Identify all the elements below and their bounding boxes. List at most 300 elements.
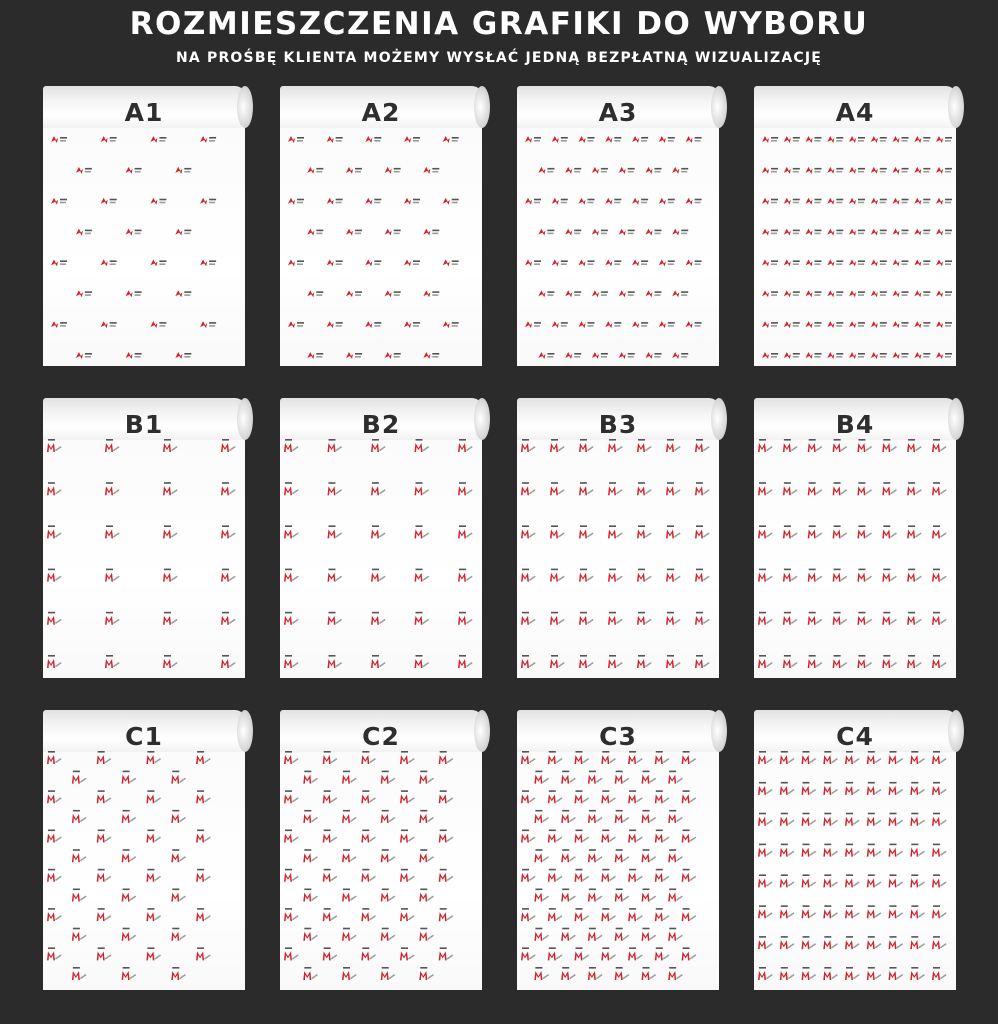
logo-icon — [833, 569, 848, 582]
logo-icon — [371, 612, 386, 625]
logo-icon — [146, 751, 161, 764]
logo-icon — [534, 849, 549, 862]
logo-icon — [521, 947, 536, 960]
logo-icon — [163, 482, 178, 495]
logo-icon — [327, 198, 343, 205]
logo-icon — [823, 751, 838, 764]
logo-icon — [126, 352, 142, 359]
logo-icon — [893, 136, 909, 143]
logo-icon — [365, 259, 381, 266]
logo-icon — [783, 569, 798, 582]
logo-icon — [150, 198, 166, 205]
logo-icon — [932, 482, 947, 495]
logo-icon — [827, 259, 843, 266]
logo-icon — [668, 849, 683, 862]
logo-icon — [686, 136, 702, 143]
logo-icon — [200, 136, 216, 143]
logo-icon — [97, 869, 112, 882]
logo-icon — [122, 810, 137, 823]
option-label: A3 — [598, 98, 638, 127]
logo-icon — [833, 439, 848, 452]
logo-icon — [361, 830, 376, 843]
logo-icon — [419, 849, 434, 862]
logo-icon — [47, 869, 62, 882]
logo-icon — [932, 874, 947, 887]
logo-icon — [415, 439, 430, 452]
logo-icon — [833, 612, 848, 625]
roll-option-a4 — [754, 86, 956, 366]
logo-icon — [668, 771, 683, 784]
logo-icon — [346, 167, 362, 174]
logo-icon — [914, 167, 930, 174]
logo-icon — [371, 482, 386, 495]
logo-icon — [579, 259, 595, 266]
logo-icon — [914, 290, 930, 297]
logo-icon — [889, 782, 904, 795]
roll-option-a3 — [517, 86, 719, 366]
logo-icon — [538, 167, 554, 174]
logo-icon — [827, 290, 843, 297]
logo-icon — [284, 612, 299, 625]
logo-icon — [175, 352, 191, 359]
logo-icon — [419, 810, 434, 823]
logo-icon — [47, 908, 62, 921]
logo-icon — [105, 525, 120, 538]
logo-icon — [303, 967, 318, 980]
logo-icon — [806, 136, 822, 143]
logo-icon — [439, 751, 454, 764]
logo-icon — [857, 525, 872, 538]
logo-icon — [561, 849, 576, 862]
logo-icon — [47, 569, 62, 582]
logo-icon — [385, 352, 401, 359]
logo-icon — [101, 198, 117, 205]
logo-icon — [615, 810, 630, 823]
logo-icon — [534, 771, 549, 784]
logo-icon — [548, 830, 563, 843]
logo-icon — [668, 810, 683, 823]
logo-icon — [381, 967, 396, 980]
logo-icon — [655, 947, 670, 960]
logo-icon — [361, 908, 376, 921]
logo-icon — [288, 198, 304, 205]
logo-icon — [849, 352, 865, 359]
logo-icon — [284, 751, 299, 764]
logo-icon — [575, 947, 590, 960]
logo-icon — [783, 439, 798, 452]
logo-icon — [561, 928, 576, 941]
logo-icon — [666, 569, 681, 582]
logo-icon — [845, 936, 860, 949]
logo-icon — [780, 936, 795, 949]
logo-icon — [415, 525, 430, 538]
logo-icon — [443, 259, 459, 266]
option-label: C2 — [362, 722, 400, 751]
logo-icon — [126, 229, 142, 236]
logo-icon — [47, 947, 62, 960]
logo-icon — [762, 198, 778, 205]
logo-icon — [592, 229, 608, 236]
logo-icon — [682, 908, 697, 921]
logo-icon — [196, 830, 211, 843]
logo-icon — [443, 136, 459, 143]
logo-icon — [122, 967, 137, 980]
logo-icon — [889, 905, 904, 918]
logo-icon — [672, 352, 688, 359]
logo-icon — [780, 751, 795, 764]
logo-icon — [808, 612, 823, 625]
logo-icon — [601, 790, 616, 803]
logo-icon — [914, 136, 930, 143]
logo-icon — [548, 947, 563, 960]
logo-icon — [615, 967, 630, 980]
logo-icon — [521, 612, 536, 625]
logo-icon — [806, 198, 822, 205]
logo-icon — [47, 439, 62, 452]
logo-icon — [806, 259, 822, 266]
logo-icon — [548, 869, 563, 882]
logo-icon — [615, 849, 630, 862]
logo-icon — [327, 321, 343, 328]
logo-icon — [849, 167, 865, 174]
logo-icon — [784, 167, 800, 174]
logo-icon — [552, 136, 568, 143]
logo-icon — [695, 439, 710, 452]
logo-icon — [871, 198, 887, 205]
logo-icon — [845, 782, 860, 795]
logo-icon — [521, 482, 536, 495]
logo-icon — [871, 229, 887, 236]
logo-icon — [371, 569, 386, 582]
option-label: C3 — [599, 722, 637, 751]
logo-icon — [385, 290, 401, 297]
logo-icon — [439, 869, 454, 882]
roll-option-b2 — [280, 398, 482, 678]
logo-icon — [936, 198, 952, 205]
logo-icon — [668, 928, 683, 941]
logo-icon — [327, 136, 343, 143]
logo-icon — [762, 167, 778, 174]
logo-icon — [932, 905, 947, 918]
logo-icon — [783, 525, 798, 538]
logo-icon — [823, 905, 838, 918]
logo-icon — [97, 790, 112, 803]
logo-icon — [47, 612, 62, 625]
logo-icon — [565, 229, 581, 236]
logo-icon — [534, 928, 549, 941]
logo-icon — [637, 612, 652, 625]
option-label: A4 — [835, 98, 875, 127]
logo-icon — [893, 167, 909, 174]
logo-icon — [521, 751, 536, 764]
logo-icon — [845, 813, 860, 826]
logo-icon — [608, 482, 623, 495]
logo-icon — [400, 830, 415, 843]
logo-icon — [521, 569, 536, 582]
logo-icon — [784, 352, 800, 359]
logo-icon — [808, 655, 823, 668]
logo-icon — [592, 167, 608, 174]
logo-pattern — [517, 710, 719, 990]
logo-icon — [910, 936, 925, 949]
roll-option-c1 — [43, 710, 245, 990]
logo-icon — [565, 167, 581, 174]
logo-icon — [175, 167, 191, 174]
logo-icon — [889, 874, 904, 887]
logo-icon — [882, 569, 897, 582]
logo-icon — [146, 908, 161, 921]
logo-icon — [400, 790, 415, 803]
logo-icon — [637, 482, 652, 495]
logo-icon — [521, 655, 536, 668]
logo-icon — [575, 790, 590, 803]
logo-icon — [51, 321, 67, 328]
roll-option-c4 — [754, 710, 956, 990]
option-label: B1 — [124, 410, 164, 439]
logo-icon — [97, 908, 112, 921]
logo-icon — [780, 905, 795, 918]
logo-icon — [932, 813, 947, 826]
logo-icon — [695, 482, 710, 495]
logo-icon — [619, 229, 635, 236]
logo-icon — [175, 290, 191, 297]
logo-icon — [655, 751, 670, 764]
logo-icon — [893, 229, 909, 236]
logo-icon — [404, 136, 420, 143]
logo-icon — [695, 525, 710, 538]
logo-icon — [808, 439, 823, 452]
logo-icon — [802, 782, 817, 795]
logo-icon — [284, 655, 299, 668]
logo-icon — [893, 198, 909, 205]
logo-icon — [404, 198, 420, 205]
logo-icon — [783, 482, 798, 495]
logo-icon — [808, 569, 823, 582]
logo-icon — [443, 321, 459, 328]
logo-icon — [889, 936, 904, 949]
logo-icon — [385, 167, 401, 174]
logo-icon — [579, 136, 595, 143]
logo-icon — [47, 655, 62, 668]
logo-icon — [171, 771, 186, 784]
logo-icon — [72, 771, 87, 784]
logo-icon — [439, 947, 454, 960]
logo-icon — [646, 229, 662, 236]
logo-icon — [910, 967, 925, 980]
logo-icon — [47, 790, 62, 803]
logo-icon — [328, 482, 343, 495]
logo-icon — [605, 136, 621, 143]
logo-icon — [381, 928, 396, 941]
logo-icon — [146, 869, 161, 882]
logo-icon — [552, 198, 568, 205]
logo-pattern — [517, 398, 719, 678]
logo-icon — [105, 482, 120, 495]
logo-icon — [632, 259, 648, 266]
logo-icon — [284, 908, 299, 921]
logo-icon — [871, 136, 887, 143]
logo-icon — [784, 259, 800, 266]
logo-icon — [637, 525, 652, 538]
logo-icon — [682, 751, 697, 764]
logo-icon — [605, 321, 621, 328]
logo-icon — [525, 136, 541, 143]
logo-icon — [867, 844, 882, 857]
logo-icon — [758, 936, 773, 949]
logo-icon — [666, 439, 681, 452]
logo-icon — [51, 198, 67, 205]
logo-icon — [845, 905, 860, 918]
logo-icon — [146, 947, 161, 960]
roll-option-c3 — [517, 710, 719, 990]
logo-icon — [521, 439, 536, 452]
logo-icon — [51, 259, 67, 266]
logo-icon — [284, 947, 299, 960]
logo-icon — [342, 889, 357, 902]
logo-icon — [857, 569, 872, 582]
logo-icon — [780, 813, 795, 826]
logo-icon — [423, 290, 439, 297]
logo-icon — [682, 869, 697, 882]
logo-icon — [400, 908, 415, 921]
logo-icon — [936, 352, 952, 359]
logo-icon — [802, 905, 817, 918]
logo-icon — [806, 167, 822, 174]
logo-icon — [579, 525, 594, 538]
logo-icon — [632, 198, 648, 205]
logo-icon — [525, 198, 541, 205]
logo-icon — [806, 229, 822, 236]
roll-option-c2 — [280, 710, 482, 990]
logo-icon — [910, 874, 925, 887]
logo-icon — [608, 569, 623, 582]
logo-icon — [784, 136, 800, 143]
logo-icon — [458, 655, 473, 668]
logo-icon — [806, 290, 822, 297]
logo-icon — [443, 198, 459, 205]
logo-icon — [867, 905, 882, 918]
logo-icon — [932, 782, 947, 795]
logo-icon — [400, 869, 415, 882]
logo-icon — [579, 439, 594, 452]
logo-icon — [200, 259, 216, 266]
logo-icon — [51, 136, 67, 143]
logo-icon — [936, 321, 952, 328]
logo-icon — [871, 321, 887, 328]
option-label: B2 — [361, 410, 401, 439]
logo-icon — [575, 908, 590, 921]
logo-icon — [592, 290, 608, 297]
option-label: A2 — [361, 98, 401, 127]
logo-icon — [615, 771, 630, 784]
logo-icon — [200, 198, 216, 205]
logo-icon — [628, 751, 643, 764]
logo-icon — [381, 849, 396, 862]
logo-icon — [415, 569, 430, 582]
logo-icon — [910, 782, 925, 795]
logo-icon — [552, 321, 568, 328]
logo-icon — [871, 352, 887, 359]
logo-icon — [833, 525, 848, 538]
logo-icon — [521, 908, 536, 921]
logo-icon — [802, 874, 817, 887]
logo-icon — [642, 810, 657, 823]
logo-icon — [910, 905, 925, 918]
logo-icon — [307, 352, 323, 359]
logo-icon — [200, 321, 216, 328]
logo-icon — [871, 167, 887, 174]
logo-icon — [762, 321, 778, 328]
logo-icon — [101, 321, 117, 328]
logo-icon — [371, 655, 386, 668]
logo-icon — [346, 229, 362, 236]
logo-icon — [303, 928, 318, 941]
logo-icon — [328, 439, 343, 452]
logo-icon — [762, 259, 778, 266]
logo-icon — [615, 889, 630, 902]
logo-icon — [381, 771, 396, 784]
logo-icon — [303, 889, 318, 902]
logo-pattern — [43, 710, 245, 990]
logo-icon — [845, 967, 860, 980]
logo-icon — [146, 830, 161, 843]
logo-icon — [833, 655, 848, 668]
logo-icon — [126, 167, 142, 174]
logo-pattern — [754, 86, 956, 366]
logo-icon — [361, 947, 376, 960]
logo-icon — [105, 439, 120, 452]
logo-icon — [404, 321, 420, 328]
logo-icon — [458, 482, 473, 495]
logo-icon — [628, 908, 643, 921]
logo-icon — [659, 321, 675, 328]
logo-icon — [882, 482, 897, 495]
logo-icon — [882, 439, 897, 452]
logo-icon — [550, 655, 565, 668]
logo-icon — [845, 844, 860, 857]
logo-icon — [525, 259, 541, 266]
logo-icon — [601, 947, 616, 960]
logo-icon — [668, 889, 683, 902]
logo-pattern — [280, 86, 482, 366]
logo-icon — [827, 136, 843, 143]
logo-icon — [668, 967, 683, 980]
logo-icon — [655, 908, 670, 921]
logo-icon — [419, 928, 434, 941]
logo-icon — [163, 569, 178, 582]
logo-icon — [550, 525, 565, 538]
logo-icon — [827, 198, 843, 205]
logo-icon — [288, 136, 304, 143]
logo-icon — [415, 482, 430, 495]
logo-icon — [404, 259, 420, 266]
logo-icon — [642, 889, 657, 902]
logo-icon — [565, 352, 581, 359]
logo-icon — [857, 655, 872, 668]
logo-icon — [849, 321, 865, 328]
logo-icon — [857, 482, 872, 495]
logo-icon — [882, 655, 897, 668]
logo-icon — [419, 771, 434, 784]
logo-icon — [608, 655, 623, 668]
roll-option-a1 — [43, 86, 245, 366]
logo-icon — [646, 167, 662, 174]
logo-icon — [932, 439, 947, 452]
logo-icon — [521, 525, 536, 538]
logo-icon — [758, 874, 773, 887]
logo-icon — [72, 967, 87, 980]
logo-icon — [932, 612, 947, 625]
